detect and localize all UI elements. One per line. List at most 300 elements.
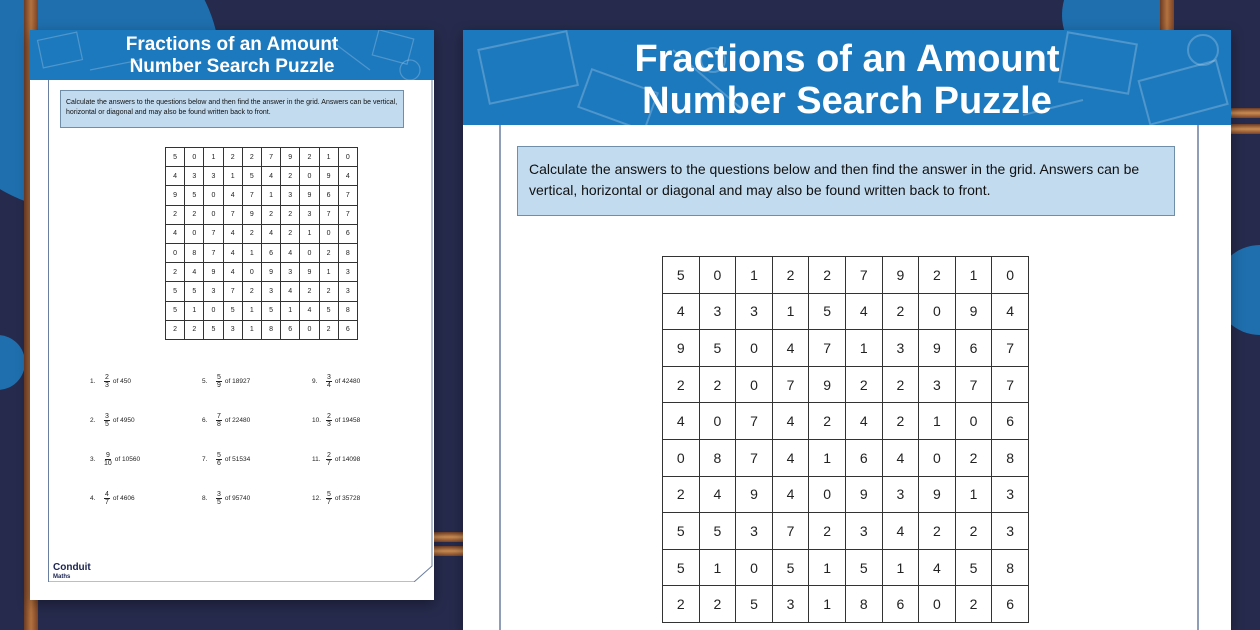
grid-cell: 7 (204, 224, 223, 243)
grid-cell: 7 (223, 282, 242, 301)
grid-cell: 5 (809, 293, 846, 330)
grid-cell: 5 (185, 186, 204, 205)
thumbnail-title-line2: Number Search Puzzle (129, 56, 335, 77)
grid-cell: 0 (699, 257, 736, 294)
grid-cell: 2 (809, 513, 846, 550)
grid-cell: 3 (992, 476, 1029, 513)
number-search-grid (662, 256, 1029, 623)
question-item (90, 409, 200, 431)
grid-row (663, 257, 1029, 294)
grid-cell: 9 (919, 476, 956, 513)
grid-cell: 9 (204, 263, 223, 282)
grid-cell: 0 (204, 205, 223, 224)
question-number: 1. (90, 377, 96, 385)
grid-cell: 1 (882, 549, 919, 586)
grid-cell: 2 (300, 282, 319, 301)
grid-cell: 2 (882, 293, 919, 330)
question-num: 7 (217, 412, 221, 420)
grid-cell: 3 (772, 586, 809, 623)
grid-cell: 5 (772, 549, 809, 586)
grid-row (663, 476, 1029, 513)
question-item (90, 487, 200, 509)
grid-cell: 3 (699, 293, 736, 330)
question-number: 2. (90, 416, 96, 424)
grid-cell: 6 (845, 439, 882, 476)
question-item (202, 448, 312, 470)
question-text: of 4606 (112, 494, 135, 502)
grid-cell: 6 (338, 320, 357, 339)
grid-row (663, 439, 1029, 476)
grid-cell: 1 (699, 549, 736, 586)
grid-cell: 9 (300, 186, 319, 205)
grid-cell: 2 (955, 513, 992, 550)
grid-cell: 2 (185, 205, 204, 224)
grid-cell: 4 (223, 186, 242, 205)
grid-cell: 1 (809, 439, 846, 476)
grid-cell: 4 (223, 224, 242, 243)
grid-cell: 2 (281, 167, 300, 186)
question-num: 5 (217, 373, 221, 381)
grid-row (166, 167, 358, 186)
grid-row (166, 186, 358, 205)
grid-cell: 2 (319, 320, 338, 339)
grid-cell: 3 (185, 167, 204, 186)
grid-cell: 2 (772, 257, 809, 294)
grid-cell: 3 (281, 186, 300, 205)
grid-cell: 0 (338, 148, 357, 167)
grid-row (166, 263, 358, 282)
grid-cell: 2 (663, 586, 700, 623)
grid-cell: 5 (845, 549, 882, 586)
grid-cell: 1 (955, 257, 992, 294)
grid-cell: 4 (992, 293, 1029, 330)
grid-cell: 5 (166, 301, 185, 320)
question-text: of 10560 (114, 455, 141, 463)
question-fraction (104, 374, 110, 389)
worksheet-title-line1: Fractions of an Amount (634, 38, 1060, 80)
grid-cell: 2 (281, 205, 300, 224)
grid-cell: 5 (663, 513, 700, 550)
grid-cell: 9 (809, 366, 846, 403)
grid-cell: 0 (699, 403, 736, 440)
grid-cell: 0 (166, 243, 185, 262)
question-fraction (326, 452, 332, 467)
grid-cell: 3 (223, 320, 242, 339)
question-num: 2 (327, 451, 331, 459)
grid-cell: 0 (242, 263, 261, 282)
question-den: 7 (327, 459, 331, 467)
grid-cell: 1 (242, 301, 261, 320)
grid-cell: 2 (809, 257, 846, 294)
worksheet-thumbnail (30, 30, 434, 600)
grid-cell: 0 (955, 403, 992, 440)
grid-cell: 6 (319, 186, 338, 205)
question-den: 7 (105, 498, 109, 506)
grid-cell: 5 (319, 301, 338, 320)
grid-cell: 9 (845, 476, 882, 513)
question-item (312, 487, 422, 509)
question-number: 3. (90, 455, 96, 463)
grid-cell: 2 (300, 148, 319, 167)
wood-frame-right-edge (1228, 108, 1260, 118)
grid-cell: 8 (992, 439, 1029, 476)
grid-row (663, 549, 1029, 586)
grid-cell: 9 (166, 186, 185, 205)
grid-cell: 0 (663, 439, 700, 476)
grid-cell: 6 (992, 586, 1029, 623)
question-num: 2 (327, 412, 331, 420)
question-fraction (104, 491, 110, 506)
grid-cell: 4 (338, 167, 357, 186)
question-fraction (104, 413, 110, 428)
question-den: 5 (217, 498, 221, 506)
question-number: 12. (312, 494, 322, 502)
thumbnail-title (30, 34, 434, 78)
background-circle (0, 335, 25, 390)
grid-cell: 7 (736, 439, 773, 476)
grid-row (166, 224, 358, 243)
grid-cell: 7 (261, 148, 280, 167)
grid-cell: 4 (663, 293, 700, 330)
grid-cell: 5 (223, 301, 242, 320)
grid-cell: 4 (772, 439, 809, 476)
question-fraction (216, 452, 222, 467)
grid-cell: 0 (185, 148, 204, 167)
grid-cell: 1 (845, 330, 882, 367)
question-text: of 18927 (224, 377, 251, 385)
grid-cell: 1 (919, 403, 956, 440)
grid-cell: 3 (882, 476, 919, 513)
grid-cell: 7 (204, 243, 223, 262)
question-text: of 22480 (224, 416, 251, 424)
question-number: 8. (202, 494, 208, 502)
grid-cell: 4 (845, 403, 882, 440)
worksheet-title (463, 38, 1231, 122)
grid-cell: 1 (261, 186, 280, 205)
grid-cell: 2 (663, 366, 700, 403)
grid-cell: 1 (772, 293, 809, 330)
grid-row (166, 301, 358, 320)
question-num: 2 (105, 373, 109, 381)
question-den: 4 (327, 381, 331, 389)
grid-cell: 4 (882, 513, 919, 550)
question-item (312, 409, 422, 431)
question-item (312, 370, 422, 392)
thumbnail-header (30, 30, 434, 80)
grid-cell: 5 (736, 586, 773, 623)
wood-frame-right-edge (1228, 124, 1260, 134)
question-number: 4. (90, 494, 96, 502)
grid-cell: 1 (281, 301, 300, 320)
question-fraction (326, 413, 332, 428)
question-number: 9. (312, 377, 318, 385)
grid-cell: 1 (809, 586, 846, 623)
grid-cell: 1 (736, 257, 773, 294)
grid-cell: 9 (919, 330, 956, 367)
grid-cell: 4 (919, 549, 956, 586)
grid-row (166, 243, 358, 262)
grid-cell: 4 (223, 243, 242, 262)
question-item (90, 448, 200, 470)
grid-cell: 4 (772, 476, 809, 513)
question-den: 7 (327, 498, 331, 506)
grid-cell: 6 (338, 224, 357, 243)
grid-cell: 3 (338, 263, 357, 282)
grid-cell: 7 (319, 205, 338, 224)
question-number: 10. (312, 416, 322, 424)
grid-cell: 0 (185, 224, 204, 243)
brand-logo-name: Conduit (53, 562, 91, 573)
grid-cell: 6 (281, 320, 300, 339)
question-number: 7. (202, 455, 208, 463)
grid-cell: 8 (845, 586, 882, 623)
question-num: 3 (217, 490, 221, 498)
grid-cell: 6 (992, 403, 1029, 440)
grid-cell: 5 (663, 257, 700, 294)
grid-cell: 3 (845, 513, 882, 550)
grid-cell: 0 (919, 293, 956, 330)
grid-cell: 1 (242, 320, 261, 339)
grid-cell: 4 (166, 167, 185, 186)
grid-cell: 0 (736, 549, 773, 586)
grid-cell: 0 (300, 167, 319, 186)
grid-cell: 1 (185, 301, 204, 320)
grid-cell: 6 (261, 243, 280, 262)
grid-cell: 9 (281, 148, 300, 167)
grid-cell: 9 (736, 476, 773, 513)
grid-cell: 2 (261, 205, 280, 224)
grid-cell: 9 (300, 263, 319, 282)
grid-cell: 2 (242, 148, 261, 167)
question-num: 3 (327, 373, 331, 381)
grid-row (166, 320, 358, 339)
grid-cell: 0 (992, 257, 1029, 294)
grid-cell: 2 (166, 263, 185, 282)
question-fraction (326, 491, 332, 506)
grid-cell: 0 (919, 586, 956, 623)
grid-cell: 4 (772, 403, 809, 440)
grid-cell: 4 (699, 476, 736, 513)
grid-cell: 4 (882, 439, 919, 476)
question-num: 5 (327, 490, 331, 498)
question-number: 6. (202, 416, 208, 424)
grid-cell: 4 (281, 243, 300, 262)
grid-cell: 3 (204, 167, 223, 186)
worksheet-header (463, 30, 1231, 125)
instructions-box: Calculate the answers to the questions below and then find the answer in the grid. Answers can be vertical, horizontal or diagonal and may also be found written back to front. (517, 146, 1175, 216)
grid-cell: 1 (319, 148, 338, 167)
grid-cell: 4 (185, 263, 204, 282)
grid-cell: 2 (166, 205, 185, 224)
grid-cell: 4 (166, 224, 185, 243)
grid-cell: 0 (919, 439, 956, 476)
grid-cell: 4 (663, 403, 700, 440)
question-fraction (216, 413, 222, 428)
grid-cell: 5 (166, 148, 185, 167)
thumbnail-instructions: Calculate the answers to the questions below and then find the answer in the grid. Answers can be vertical, horizontal or diagonal and may also be found written back to front. (60, 90, 404, 128)
question-item (312, 448, 422, 470)
grid-cell: 5 (699, 513, 736, 550)
grid-cell: 8 (338, 301, 357, 320)
question-text: of 14098 (334, 455, 361, 463)
grid-row (166, 148, 358, 167)
thumbnail-number-grid (165, 147, 358, 340)
grid-cell: 4 (281, 282, 300, 301)
grid-cell: 2 (319, 243, 338, 262)
grid-cell: 8 (338, 243, 357, 262)
grid-cell: 9 (663, 330, 700, 367)
grid-cell: 0 (204, 301, 223, 320)
question-item (90, 370, 200, 392)
grid-cell: 2 (845, 366, 882, 403)
grid-cell: 1 (955, 476, 992, 513)
grid-cell: 2 (699, 366, 736, 403)
grid-cell: 4 (300, 301, 319, 320)
grid-cell: 3 (736, 513, 773, 550)
grid-cell: 7 (809, 330, 846, 367)
question-num: 4 (105, 490, 109, 498)
grid-cell: 3 (736, 293, 773, 330)
grid-cell: 4 (223, 263, 242, 282)
grid-cell: 4 (261, 224, 280, 243)
grid-cell: 2 (319, 282, 338, 301)
grid-cell: 3 (992, 513, 1029, 550)
grid-cell: 0 (300, 320, 319, 339)
question-number: 11. (312, 455, 321, 463)
grid-cell: 3 (338, 282, 357, 301)
question-num: 3 (105, 412, 109, 420)
grid-cell: 1 (319, 263, 338, 282)
question-number: 5. (202, 377, 208, 385)
worksheet-zoomed (463, 30, 1231, 630)
grid-row (663, 366, 1029, 403)
grid-cell: 4 (772, 330, 809, 367)
grid-cell: 6 (955, 330, 992, 367)
grid-cell: 9 (242, 205, 261, 224)
question-text: of 51534 (224, 455, 251, 463)
question-den: 5 (105, 420, 109, 428)
grid-cell: 2 (663, 476, 700, 513)
grid-cell: 2 (185, 320, 204, 339)
grid-cell: 7 (338, 186, 357, 205)
grid-cell: 0 (204, 186, 223, 205)
brand-logo-sub: Maths (53, 574, 71, 580)
question-text: of 95740 (224, 494, 251, 502)
grid-cell: 2 (809, 403, 846, 440)
grid-cell: 1 (809, 549, 846, 586)
grid-cell: 1 (300, 224, 319, 243)
grid-cell: 6 (882, 586, 919, 623)
question-fraction (216, 491, 222, 506)
grid-cell: 5 (242, 167, 261, 186)
grid-cell: 1 (223, 167, 242, 186)
grid-row (663, 586, 1029, 623)
grid-cell: 0 (319, 224, 338, 243)
grid-cell: 2 (242, 224, 261, 243)
question-fraction (216, 374, 222, 389)
question-den: 6 (217, 459, 221, 467)
grid-cell: 2 (882, 366, 919, 403)
grid-cell: 8 (992, 549, 1029, 586)
question-text: of 4950 (112, 416, 135, 424)
grid-cell: 5 (663, 549, 700, 586)
grid-cell: 4 (261, 167, 280, 186)
grid-cell: 2 (919, 513, 956, 550)
grid-row (663, 293, 1029, 330)
grid-cell: 2 (955, 439, 992, 476)
grid-cell: 8 (185, 243, 204, 262)
grid-cell: 5 (204, 320, 223, 339)
grid-row (166, 205, 358, 224)
question-text: of 35728 (334, 494, 361, 502)
grid-cell: 3 (882, 330, 919, 367)
grid-cell: 7 (338, 205, 357, 224)
grid-cell: 5 (699, 330, 736, 367)
wood-frame-mid (428, 532, 468, 542)
question-item (202, 409, 312, 431)
question-den: 3 (105, 381, 109, 389)
question-item (202, 487, 312, 509)
grid-cell: 7 (242, 186, 261, 205)
grid-cell: 2 (882, 403, 919, 440)
grid-cell: 9 (882, 257, 919, 294)
grid-cell: 0 (300, 243, 319, 262)
grid-cell: 4 (845, 293, 882, 330)
grid-cell: 8 (699, 439, 736, 476)
question-text: of 450 (112, 377, 131, 385)
question-fraction (326, 374, 332, 389)
grid-cell: 2 (223, 148, 242, 167)
grid-cell: 1 (204, 148, 223, 167)
thumbnail-title-line1: Fractions of an Amount (125, 34, 339, 55)
grid-cell: 5 (185, 282, 204, 301)
grid-cell: 7 (845, 257, 882, 294)
grid-cell: 9 (319, 167, 338, 186)
question-text: of 19458 (334, 416, 361, 424)
grid-row (166, 282, 358, 301)
grid-cell: 7 (736, 403, 773, 440)
grid-cell: 8 (261, 320, 280, 339)
grid-cell: 5 (166, 282, 185, 301)
grid-cell: 9 (261, 263, 280, 282)
grid-cell: 3 (281, 263, 300, 282)
question-den: 8 (217, 420, 221, 428)
grid-cell: 2 (919, 257, 956, 294)
grid-cell: 9 (955, 293, 992, 330)
question-den: 10 (104, 459, 112, 467)
question-text: of 42480 (334, 377, 361, 385)
grid-row (663, 330, 1029, 367)
grid-cell: 2 (166, 320, 185, 339)
grid-cell: 5 (261, 301, 280, 320)
grid-cell: 7 (223, 205, 242, 224)
grid-cell: 3 (261, 282, 280, 301)
grid-cell: 3 (300, 205, 319, 224)
question-den: 3 (327, 420, 331, 428)
grid-cell: 2 (955, 586, 992, 623)
grid-row (663, 513, 1029, 550)
question-den: 9 (217, 381, 221, 389)
grid-cell: 0 (809, 476, 846, 513)
grid-cell: 2 (281, 224, 300, 243)
wood-frame-mid (428, 546, 468, 556)
grid-cell: 7 (955, 366, 992, 403)
question-num: 5 (217, 451, 221, 459)
grid-cell: 7 (772, 366, 809, 403)
worksheet-title-line2: Number Search Puzzle (642, 80, 1052, 122)
grid-cell: 1 (242, 243, 261, 262)
grid-cell: 2 (242, 282, 261, 301)
